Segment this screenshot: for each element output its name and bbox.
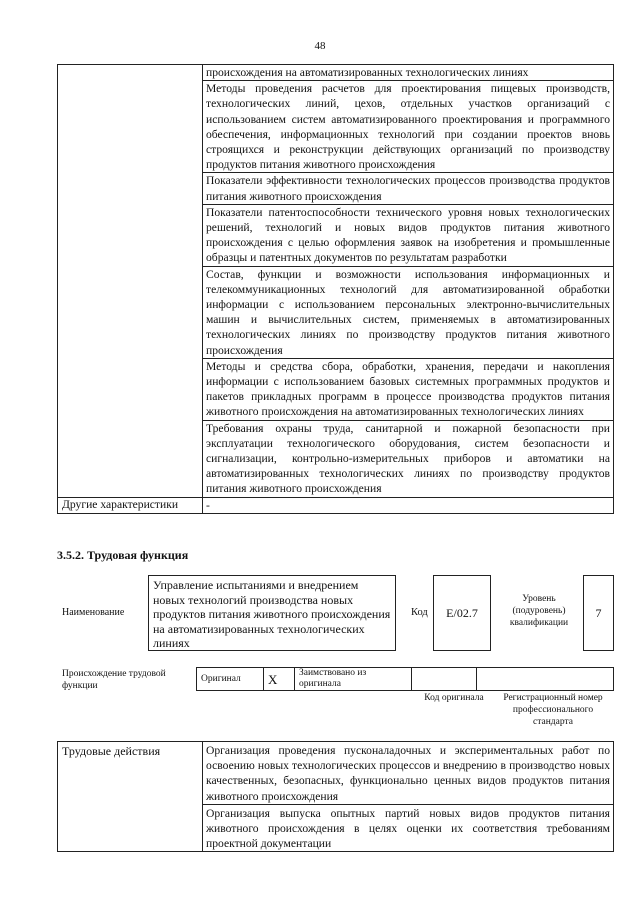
knowledge-cell: происхождения на автоматизированных технологических линиях [203,65,614,81]
reg-number-cell [477,668,614,691]
labor-actions-table [57,741,614,852]
origin-label: Происхождение трудовой функции [62,669,166,691]
knowledge-cell: Показатели патентоспособности технического уровня новых технологических решений, технологий и новых видов продуктов питания животного происхождения с целью оформления заявок на изобретения и промышленные образцы и патентных документов по результатам разработки [203,204,614,266]
knowledge-cell: Требования охраны труда, санитарной и пожарной безопасности при эксплуатации технологического оборудования, систем безопасности и сигнализации, контрольно-измерительных приборов и автоматики на автоматизированных технологических линиях по производству продуктов питания животного происхождения [203,420,614,497]
other-characteristics-label: Другие характеристики [58,497,203,513]
labor-action-cell: Организация выпуска опытных партий новых видов продуктов питания животного происхождения в целях оценки их соответствия требованиям проектной документации [203,804,614,852]
knowledge-cell: Методы проведения расчетов для проектирования пищевых производств, технологических линий, цехов, отдельных участков организаций с использованием систем автоматизированного проектирования и программного обеспечения, информационных технологий при создании проектов вновь строящихся и реконструкции действующих организаций по производству продуктов питания животного происхождения [203,81,614,173]
page-number: 48 [314,40,326,52]
other-characteristics-value: - [203,497,614,513]
knowledge-label-cell [58,65,203,498]
labor-action-cell: Организация проведения пусконаладочных и экспериментальных работ по освоению новых технологических процессов и внедрению в производство новых качественных, безопасных, функционально ценных видов продуктов питания животного происхождения [203,742,614,805]
original-mark: X [264,668,295,691]
qualification-level-box: 7 [583,575,614,651]
table-row [197,668,614,691]
knowledge-cell: Методы и средства сбора, обработки, хранения, передачи и накопления информации с использованием базовых системных программных продуктов и пакетов прикладных программ в процессе производства продуктов питания животного происхождения на автоматизированных технологических линиях [203,358,614,420]
name-label: Наименование [62,607,125,618]
borrowed-label: Заимствовано из оригинала [295,668,412,691]
knowledge-cell: Показатели эффективности технологических процессов производства продуктов питания животного происхождения [203,173,614,204]
code-caption: Код оригинала [424,693,484,703]
reg-caption: Регистрационный номер профессионального стандарта [503,693,603,727]
original-label: Оригинал [197,668,264,691]
function-code-box: E/02.7 [433,575,491,651]
table-row [58,497,614,513]
knowledge-cell: Состав, функции и возможности использования информационных и телекоммуникационных технологий для автоматизированной обработки информации с использованием персональных электронно-вычислительных машин и вычислительных систем, применяемых в автоматизированных технологических линиях по производству продуктов питания животного происхождения [203,266,614,358]
origin-table [196,667,614,691]
code-label: Код [411,607,428,618]
function-name-box: Управление испытаниями и внедрением новых технологий производства новых продуктов питания животного происхождения на автоматизированных технологических линиях [148,575,396,651]
level-label: Уровень (подуровень) квалификации [509,594,569,628]
labor-actions-label: Трудовые действия [58,742,203,852]
table-row [58,65,614,81]
knowledge-table [57,64,614,514]
table-row [58,742,614,805]
section-title: 3.5.2. Трудовая функция [57,548,189,562]
original-code-cell [412,668,477,691]
